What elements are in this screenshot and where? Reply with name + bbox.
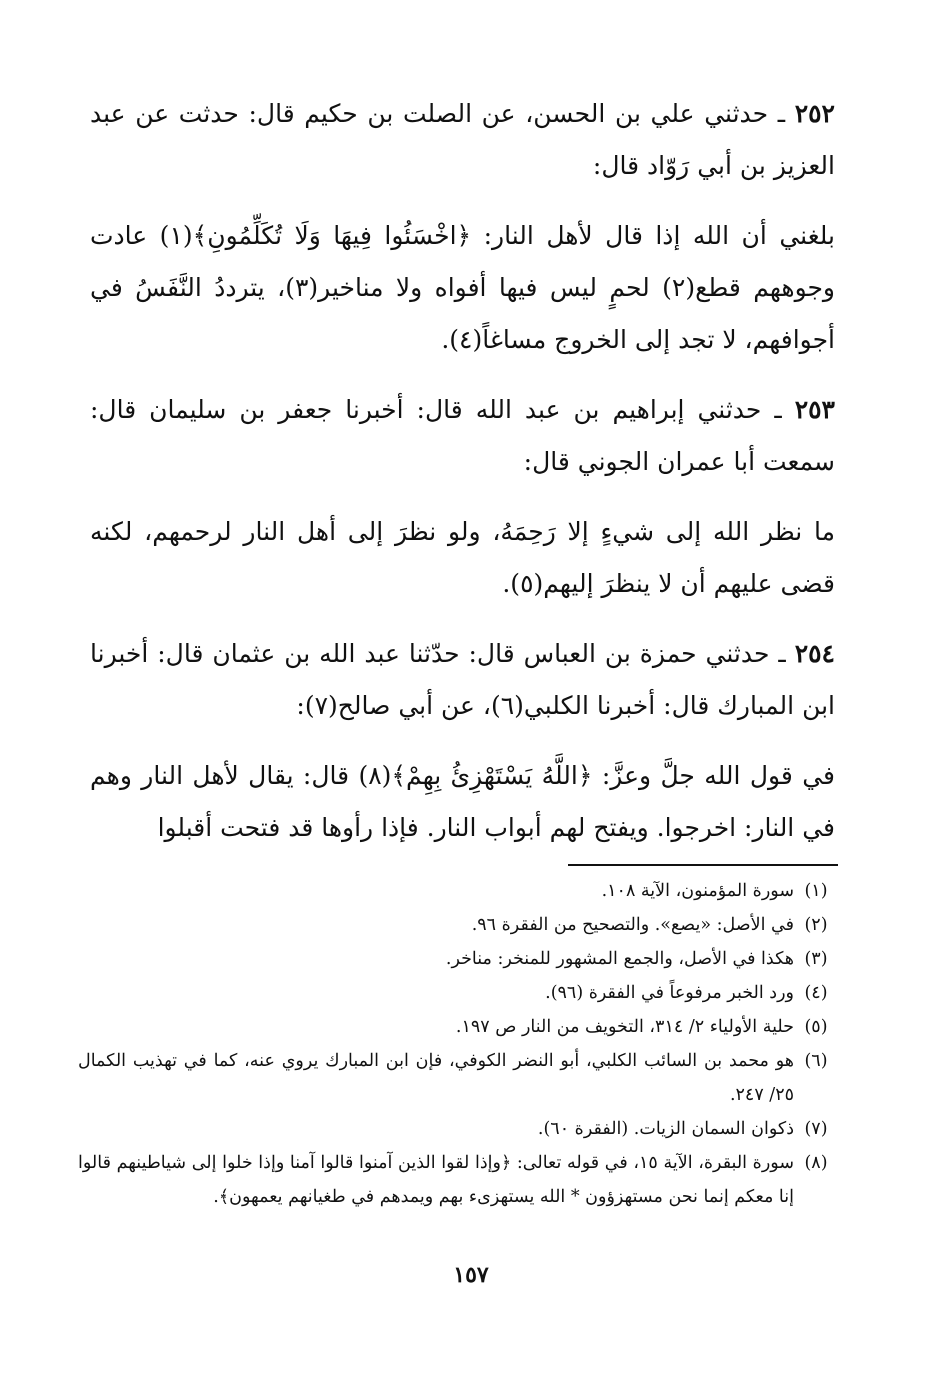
entry-number: ٢٥٣ [794, 395, 835, 424]
footnote-2: (٢) في الأصل: «يصع». والتصحيح من الفقرة ٩٦. [471, 915, 828, 935]
entry-253-matn: ما نظر الله إلى شيءٍ إلا رَحِمَهُ، ولو نظرَ إلى أهل النار لرحمهم، لكنه قضى عليهم أن لا ينظرَ إليهم(٥). [90, 517, 835, 598]
page-number: ١٥٧ [453, 1262, 489, 1288]
entry-253-isnad: ٢٥٣ ـ حدثني إبراهيم بن عبد الله قال: أخبرنا جعفر بن سليمان قال: سمعت أبا عمران الجوني قال: [90, 395, 835, 476]
footnote-1: (١) سورة المؤمنون، الآية ١٠٨. [601, 881, 828, 901]
entry-number: ٢٥٤ [794, 639, 835, 668]
footnote-7: (٧) ذكوان السمان الزيات. (الفقرة ٦٠). [537, 1119, 828, 1139]
entry-252-isnad: ٢٥٢ ـ حدثني علي بن الحسن، عن الصلت بن حكيم قال: حدثت عن عبد العزيز بن أبي رَوّاد قال: [90, 99, 835, 180]
footnote-divider [568, 864, 838, 866]
footnote-8: (٨) سورة البقرة، الآية ١٥، في قوله تعالى: ﴿وإذا لقوا الذين آمنوا قالوا آمنا وإذا خلوا إلى شياطينهم قالوا إنا معكم إنما نحن مستهزؤون * الله يستهزىء بهم ويمدهم في طغيانهم يعمهون﴾. [78, 1153, 828, 1207]
entry-254-matn: في قول الله جلَّ وعزَّ: ﴿اللَّهُ يَسْتَهْزِئُ بِهِمْ﴾(٨) قال: يقال لأهل النار وهم في النار: اخرجوا. ويفتح لهم أبواب النار. فإذا رأوها قد فتحت أقبلوا [90, 761, 836, 842]
entry-252-matn: بلغني أن الله إذا قال لأهل النار: ﴿اخْسَئُوا فِيهَا وَلَا تُكَلِّمُونِ﴾(١) عادت وجوههم قطع(٢) لحمٍ ليس فيها أفواه ولا مناخير(٣)، يترددُ النَّفَسُ في أجوافهم، لا تجد إلى الخروج مساغاً(٤). [90, 221, 836, 354]
footnote-5: (٥) حلية الأولياء ٢/ ٣١٤، التخويف من النار ص ١٩٧. [455, 1017, 828, 1037]
footnotes [78, 864, 838, 1214]
footnote-6: (٦) هو محمد بن السائب الكلبي، أبو النضر الكوفي، فإن ابن المبارك يروي عنه، كما في تهذيب الكمال ٢٥/ ٢٤٧. [78, 1051, 828, 1105]
main-text [90, 88, 835, 854]
footnote-4: (٤) ورد الخبر مرفوعاً في الفقرة (٩٦). [545, 983, 828, 1003]
entry-254-isnad: ٢٥٤ ـ حدثني حمزة بن العباس قال: حدّثنا عبد الله بن عثمان قال: أخبرنا ابن المبارك قال: أخبرنا الكلبي(٦)، عن أبي صالح(٧): [90, 639, 835, 720]
entry-number: ٢٥٢ [794, 99, 835, 128]
footnote-3: (٣) هكذا في الأصل، والجمع المشهور للمنخر: مناخر. [445, 949, 828, 969]
